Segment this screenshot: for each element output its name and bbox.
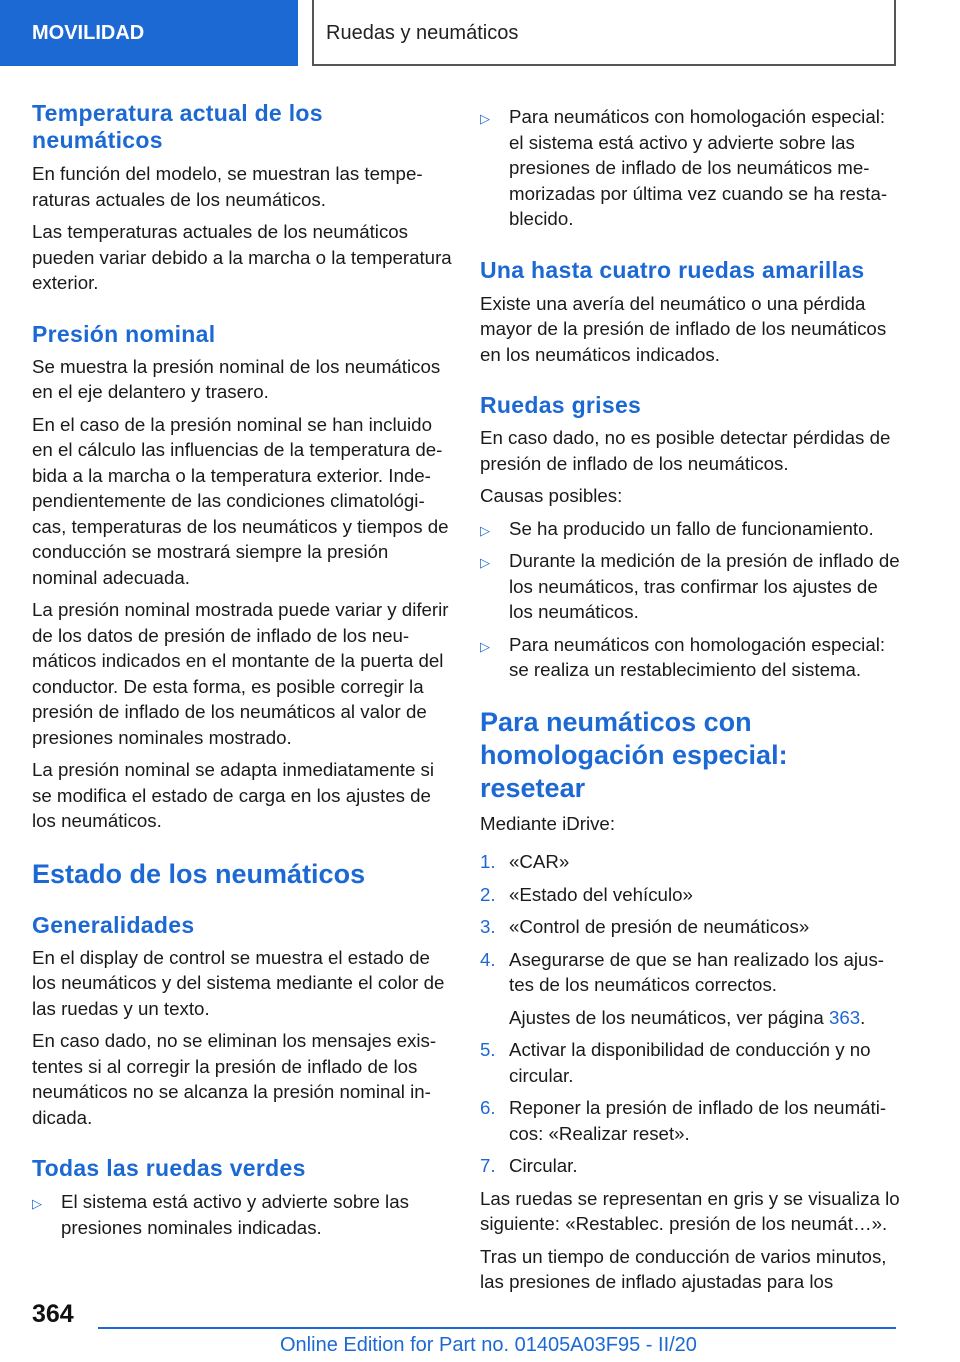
paragraph: Se muestra la presión nominal de los neumáticos en el eje delantero y trasero.	[32, 355, 441, 402]
page-header	[0, 0, 960, 66]
list-item: ▷ Se ha producido un fallo de funcionamiento.	[480, 516, 900, 542]
chapter-title: Ruedas y neumáticos	[312, 0, 896, 66]
heading-ruedas-verdes: Todas las ruedas verdes	[32, 1155, 306, 1181]
paragraph: En el display de control se muestra el estado de los neumáticos y del sistema mediante el color de las ruedas y un texto.	[32, 946, 445, 1019]
paragraph: En el caso de la presión nominal se han incluido en el cálculo las influencias de la temperatura debida a la marcha o la temperatura exterior. Independientemente de las condiciones climatológicas, temperaturas de los neumáticos y tiempos de conducción se mostrará siempre la presión nominal adecuada.	[32, 413, 449, 588]
triangle-right-icon: ▷	[480, 522, 490, 538]
list-item: ▷ Para neumáticos con homologación especial: el sistema está activo y advierte sobre las presiones de inflado de los neumáticos memorizadas por última vez cuando se ha restablecido.	[480, 106, 888, 229]
cross-reference: Ajustes de los neumáticos, ver página 363.	[509, 1006, 866, 1028]
triangle-right-icon: ▷	[32, 1196, 42, 1211]
paragraph: Las temperaturas actuales de los neumáticos pueden variar debido a la marcha o la temperatura exterior.	[32, 221, 452, 293]
paragraph: La presión nominal mostrada puede variar y diferir de los datos de presión de inflado de los neumáticos indicados en el montante de la puerta del conductor. De esta forma, es posible corregir la presión de inflado de los neumáticos al valor de presiones nominales mostrado.	[32, 599, 449, 748]
step-item: 5. Activar la disponibilidad de conducción y no circular.	[480, 1039, 871, 1086]
list-item: ▷ Durante la medición de la presión de inflado de los neumáticos, tras confirmar los ajustes de los neumáticos.	[480, 550, 900, 622]
heading-temperatura: Temperatura actual de los neumáticos	[32, 100, 323, 153]
page-link[interactable]: 363	[828, 1006, 861, 1028]
heading-ruedas-grises: Ruedas grises	[480, 392, 642, 418]
step-item: 1. «CAR»	[480, 851, 570, 872]
heading-resetear: Para neumáticos con homologación especial: resetear	[480, 706, 788, 803]
paragraph: Causas posibles:	[480, 485, 623, 506]
step-item: 6. Reponer la presión de inflado de los neumáticos: «Realizar reset».	[480, 1097, 887, 1144]
footer-rule	[98, 1327, 896, 1329]
heading-estado: Estado de los neumáticos	[32, 858, 366, 889]
step-item: 4. Asegurarse de que se han realizado los ajustes de los neumáticos correctos.	[480, 948, 885, 995]
paragraph: La presión nominal se adapta inmediatamente si se modifica el estado de carga en los ajustes de los neumáticos.	[32, 759, 435, 831]
heading-generalidades: Generalidades	[32, 911, 195, 938]
heading-ruedas-amarillas: Una hasta cuatro ruedas amarillas	[480, 256, 865, 283]
paragraph: En caso dado, no es posible detectar pérdidas de presión de inflado de los neumáticos.	[480, 427, 891, 474]
section-tab: MOVILIDAD	[0, 0, 298, 66]
step-item: 2. «Estado del vehículo»	[480, 883, 693, 905]
paragraph: Mediante iDrive:	[480, 812, 616, 834]
step-item: 7. Circular.	[480, 1155, 578, 1176]
list-item: ▷ El sistema está activo y advierte sobre las presiones nominales indicadas.	[32, 1191, 409, 1238]
triangle-right-icon: ▷	[480, 638, 490, 654]
paragraph: Tras un tiempo de conducción de varios minutos, las presiones de inflado ajustadas para los	[480, 1245, 887, 1292]
list-item: ▷ Para neumáticos con homologación especial: se realiza un restablecimiento del sistema.	[480, 633, 886, 680]
page-number: 364	[32, 1300, 74, 1328]
paragraph: Existe una avería del neumático o una pérdida mayor de la presión de inflado de los neumáticos en los neumáticos indicados.	[480, 292, 887, 365]
edition-footer: Online Edition for Part no. 01405A03F95 - II/20	[280, 1334, 697, 1356]
heading-presion-nominal: Presión nominal	[32, 320, 216, 347]
right-column	[480, 104, 900, 1295]
paragraph: Las ruedas se representan en gris y se visualiza lo siguiente: «Restablec. presión de los neumát…».	[480, 1187, 900, 1234]
step-item: 3. «Control de presión de neumáticos»	[480, 916, 810, 937]
triangle-right-icon: ▷	[480, 111, 490, 126]
paragraph: En función del modelo, se muestran las temperaturas actuales de los neumáticos.	[32, 163, 423, 210]
triangle-right-icon: ▷	[480, 555, 490, 570]
left-column	[32, 100, 452, 1240]
paragraph: En caso dado, no se eliminan los mensajes existentes si al corregir la presión de inflado de los neumáticos no se alcanza la presión nominal indicada.	[32, 1030, 437, 1128]
